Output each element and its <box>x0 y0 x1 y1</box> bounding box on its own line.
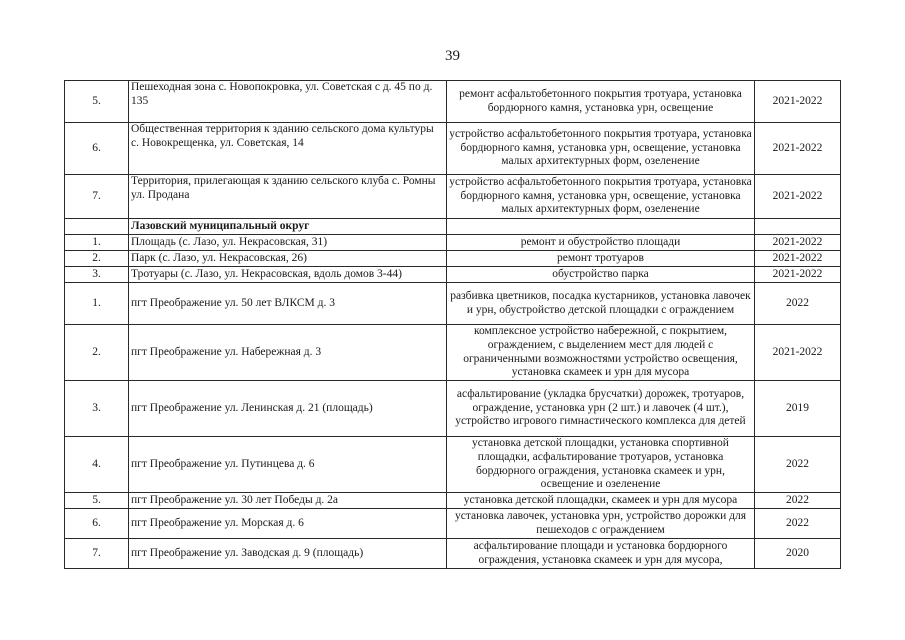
row-year: 2019 <box>755 381 841 437</box>
section-number-cell <box>65 219 129 235</box>
table-row <box>65 283 841 325</box>
table-row <box>65 437 841 493</box>
table-row <box>65 235 841 251</box>
table-row <box>65 539 841 569</box>
row-work: установка лавочек, установка урн, устройство дорожки для пешеходов с ограждением <box>447 509 755 539</box>
row-number: 6. <box>65 509 129 539</box>
row-number: 7. <box>65 175 129 219</box>
row-place: пгт Преображение ул. Путинцева д. 6 <box>129 437 447 493</box>
row-place: пгт Преображение ул. 50 лет ВЛКСМ д. 3 <box>129 283 447 325</box>
row-year: 2021-2022 <box>755 123 841 175</box>
table-row <box>65 123 841 175</box>
table-row <box>65 267 841 283</box>
row-work: устройство асфальтобетонного покрытия тротуара, установка бордюрного камня, установка урн, освещение, установка малых архитектурных форм, озеленение <box>447 175 755 219</box>
row-place: Тротуары (с. Лазо, ул. Некрасовская, вдоль домов 3-44) <box>129 267 447 283</box>
table-row <box>65 509 841 539</box>
row-year: 2022 <box>755 509 841 539</box>
improvement-table <box>64 80 841 569</box>
row-number: 5. <box>65 81 129 123</box>
row-work: разбивка цветников, посадка кустарников, установка лавочек и урн, обустройство детской площадки с ограждением <box>447 283 755 325</box>
section-year-cell <box>755 219 841 235</box>
row-work: асфальтирование площади и установка бордюрного ограждения, установка скамеек и урн для мусора, <box>447 539 755 569</box>
row-year: 2021-2022 <box>755 325 841 381</box>
row-work: ремонт тротуаров <box>447 251 755 267</box>
row-work: устройство асфальтобетонного покрытия тротуара, установка бордюрного камня, установка урн, освещение, установка малых архитектурных форм, озеленение <box>447 123 755 175</box>
row-work: ремонт и обустройство площади <box>447 235 755 251</box>
row-work: ремонт асфальтобетонного покрытия тротуара, установка бордюрного камня, установка урн, освещение <box>447 81 755 123</box>
row-work: обустройство парка <box>447 267 755 283</box>
table-row <box>65 325 841 381</box>
row-place: пгт Преображение ул. Набережная д. 3 <box>129 325 447 381</box>
row-number: 7. <box>65 539 129 569</box>
row-number: 1. <box>65 235 129 251</box>
row-place: Территория, прилегающая к зданию сельского клуба с. Ромны ул. Продана <box>129 175 447 219</box>
row-year: 2021-2022 <box>755 251 841 267</box>
row-number: 6. <box>65 123 129 175</box>
row-place: пгт Преображение ул. 30 лет Победы д. 2а <box>129 493 447 509</box>
row-year: 2022 <box>755 437 841 493</box>
table-row <box>65 81 841 123</box>
page-number: 39 <box>445 48 460 64</box>
row-year: 2021-2022 <box>755 235 841 251</box>
row-work: асфальтирование (укладка брусчатки) дорожек, тротуаров, ограждение, установка урн (2 шт.) и лавочек (4 шт.), устройство игрового гимнастического комплекса для детей <box>447 381 755 437</box>
row-place: Общественная территория к зданию сельского дома культуры с. Новокрещенка, ул. Советская, 14 <box>129 123 447 175</box>
row-number: 5. <box>65 493 129 509</box>
section-work-cell <box>447 219 755 235</box>
row-number: 3. <box>65 267 129 283</box>
table-row <box>65 493 841 509</box>
row-year: 2021-2022 <box>755 81 841 123</box>
row-number: 4. <box>65 437 129 493</box>
row-place: Площадь (с. Лазо, ул. Некрасовская, 31) <box>129 235 447 251</box>
row-place: пгт Преображение ул. Заводская д. 9 (площадь) <box>129 539 447 569</box>
table-row <box>65 175 841 219</box>
row-number: 2. <box>65 325 129 381</box>
section-title: Лазовский муниципальный округ <box>129 219 447 235</box>
row-year: 2022 <box>755 493 841 509</box>
row-place: пгт Преображение ул. Морская д. 6 <box>129 509 447 539</box>
table-row <box>65 381 841 437</box>
table-row <box>65 251 841 267</box>
row-year: 2022 <box>755 283 841 325</box>
section-row <box>65 219 841 235</box>
row-place: Пешеходная зона с. Новопокровка, ул. Советская с д. 45 по д. 135 <box>129 81 447 123</box>
row-year: 2020 <box>755 539 841 569</box>
row-number: 2. <box>65 251 129 267</box>
row-work: комплексное устройство набережной, с покрытием, ограждением, с выделением мест для людей с ограниченными возможностями устройство освещения, установка скамеек и урн для мусора <box>447 325 755 381</box>
row-number: 3. <box>65 381 129 437</box>
row-year: 2021-2022 <box>755 267 841 283</box>
row-place: пгт Преображение ул. Ленинская д. 21 (площадь) <box>129 381 447 437</box>
row-work: установка детской площадки, скамеек и урн для мусора <box>447 493 755 509</box>
row-work: установка детской площадки, установка спортивной площадки, асфальтирование тротуаров, установка бордюрного ограждения, установка скамеек и урн, освещение и озеленение <box>447 437 755 493</box>
row-number: 1. <box>65 283 129 325</box>
row-year: 2021-2022 <box>755 175 841 219</box>
row-place: Парк (с. Лазо, ул. Некрасовская, 26) <box>129 251 447 267</box>
